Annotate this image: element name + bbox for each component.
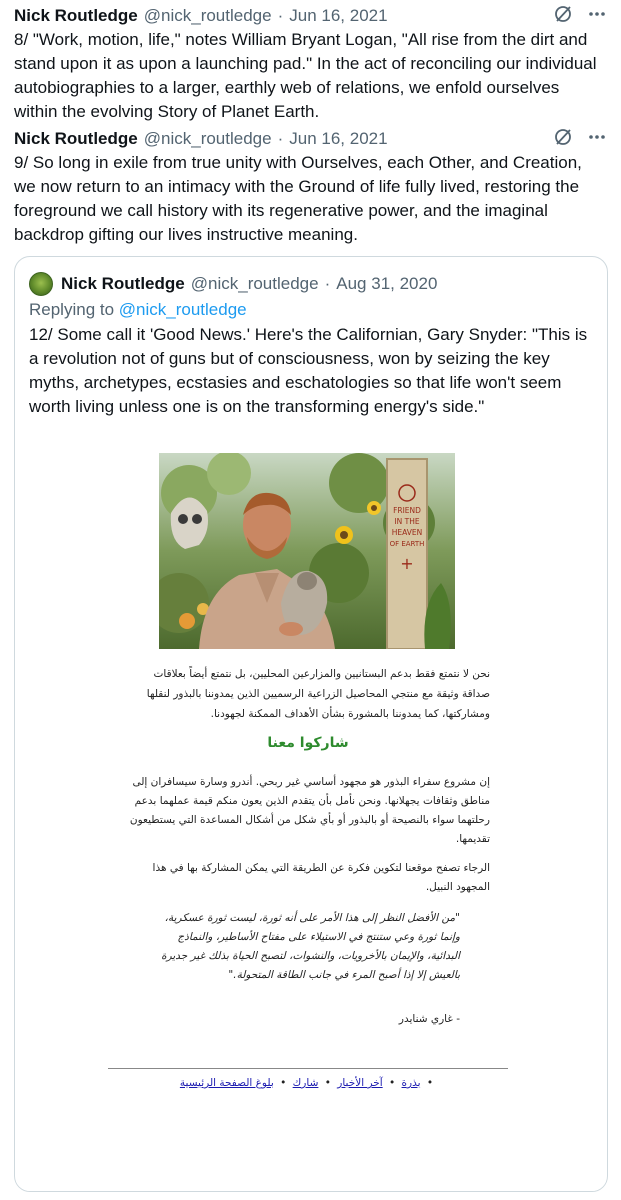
arabic-paragraph-1: نحن لا نتمتع فقط بدعم البستانيين والمزارعين المحليين، بل نتمتع أيضاً بعلاقات صداقة وثيقة مع منتجي المحاصيل الزراعية الرسميين الذين يمدوننا بالبذور لنقلها ومشاركتها، كما يمدوننا بالمشورة بشأن الأهداف الممكنة لجهودنا. (146, 668, 490, 720)
arabic-signature: - غاري شنايدر (398, 1013, 460, 1025)
grok-icon[interactable] (553, 127, 573, 152)
replying-handle-link[interactable]: @nick_routledge (118, 300, 247, 319)
arabic-paragraph-2: إن مشروع سفراء البذور هو مجهود أساسي غير ربحي. أندرو وسارة سيسافران إلى مناطق وثقافات يجهلانها. ونحن نأمل بأن يتقدم الذين يعون منكم قيمة عملهما بدعم رحلتهما سواء بالنصيحة أو بالبذور أو بأي شكل من أشكال المساعدة التي يستطيعون تقديمها. (129, 776, 490, 845)
tweet-date[interactable]: Aug 31, 2020 (336, 274, 438, 293)
quoted-tweet-header (29, 272, 437, 296)
tweet-text: 8/ "Work, motion, life," notes William Bryant Logan, "All rise from the dirt and stand upon it as upon a launching pad." In the act of reconciling our individual autobiographies to a larger, earthly web of relations, we enfold ourselves within the evolving Story of Planet Earth. (14, 30, 597, 121)
tweet-8[interactable] (14, 5, 607, 124)
separator-dot: · (277, 6, 284, 25)
arabic-heading: شاركوا معنا (267, 735, 349, 751)
arabic-nav-links: • بذرة • آخر الأخبار • شارك • بلوغ الصفحة الرئيسية (179, 1077, 434, 1089)
author-handle[interactable]: @nick_routledge (190, 274, 319, 293)
quoted-tweet-text: 12/ Some call it 'Good News.' Here's the Californian, Gary Snyder: "This is a revolution not of guns but of consciousness, won by seizing the key myths, archetypes, ecstasies and eschatologies so that life won't seem worth living unless one is on the transforming energy's side." (29, 325, 588, 416)
author-handle[interactable]: @nick_routledge (143, 6, 272, 25)
author-handle[interactable]: @nick_routledge (143, 129, 272, 148)
replying-to (29, 300, 247, 320)
sign-text: FRIEND (393, 506, 421, 515)
tweet-header (14, 5, 607, 27)
replying-prefix: Replying to (29, 300, 115, 319)
quoted-tweet-image[interactable] (16, 425, 606, 1192)
sign-text: IN THE (394, 517, 420, 526)
tweet-date[interactable]: Jun 16, 2021 (289, 129, 388, 148)
tweet-text: 9/ So long in exile from true unity with Ourselves, each Other, and Creation, we now return to an intimacy with the Ground of life fully lived, restoring the foreground we call history with its regenerative power, and the imaginal backdrop gifting our lives instructive meaning. (14, 153, 582, 244)
photo-man-with-dog (159, 453, 455, 649)
arabic-paragraph-3: الرجاء تصفح موقعنا لتكوين فكرة عن الطريقة التي يمكن المشاركة بها في هذا المجهود النبيل. (152, 862, 490, 893)
grok-icon[interactable] (553, 4, 573, 29)
tweet-9[interactable] (14, 128, 607, 247)
sign-text: OF EARTH (389, 540, 425, 548)
nav-link: آخر الأخبار (337, 1077, 383, 1089)
tweet-date[interactable]: Jun 16, 2021 (289, 6, 388, 25)
avatar[interactable] (29, 272, 53, 296)
sign-text: HEAVEN (391, 528, 423, 537)
more-icon[interactable] (587, 4, 607, 29)
sign-text: + (400, 554, 414, 573)
quoted-tweet[interactable] (14, 256, 608, 1192)
tweet-actions (553, 5, 607, 27)
nav-link: بذرة (401, 1077, 421, 1089)
nav-link: بلوغ الصفحة الرئيسية (179, 1077, 274, 1089)
author-name[interactable]: Nick Routledge (14, 6, 138, 25)
divider (108, 1068, 508, 1069)
tweet-actions (553, 128, 607, 150)
arabic-quote: "من الأفضل النظر إلى هذا الأمر على أنه ثورة، ليست ثورة عسكرية، وإنما ثورة وعي ستنتج في الاستيلاء على مفتاح الأساطير، والنماذج البدائية، والإيمان بالأخرويات، والنشوات، لتصبح الحياة بذلك غير جديرة بالعيش إلا إذا أصبح المرء في جانب الطاقة المتحولة." (161, 912, 460, 981)
author-name[interactable]: Nick Routledge (14, 129, 138, 148)
author-name[interactable]: Nick Routledge (61, 274, 185, 293)
separator-dot: · (277, 129, 284, 148)
separator-dot: · (324, 274, 331, 293)
nav-link: شارك (292, 1077, 319, 1089)
tweet-header (14, 128, 607, 150)
more-icon[interactable] (587, 127, 607, 152)
